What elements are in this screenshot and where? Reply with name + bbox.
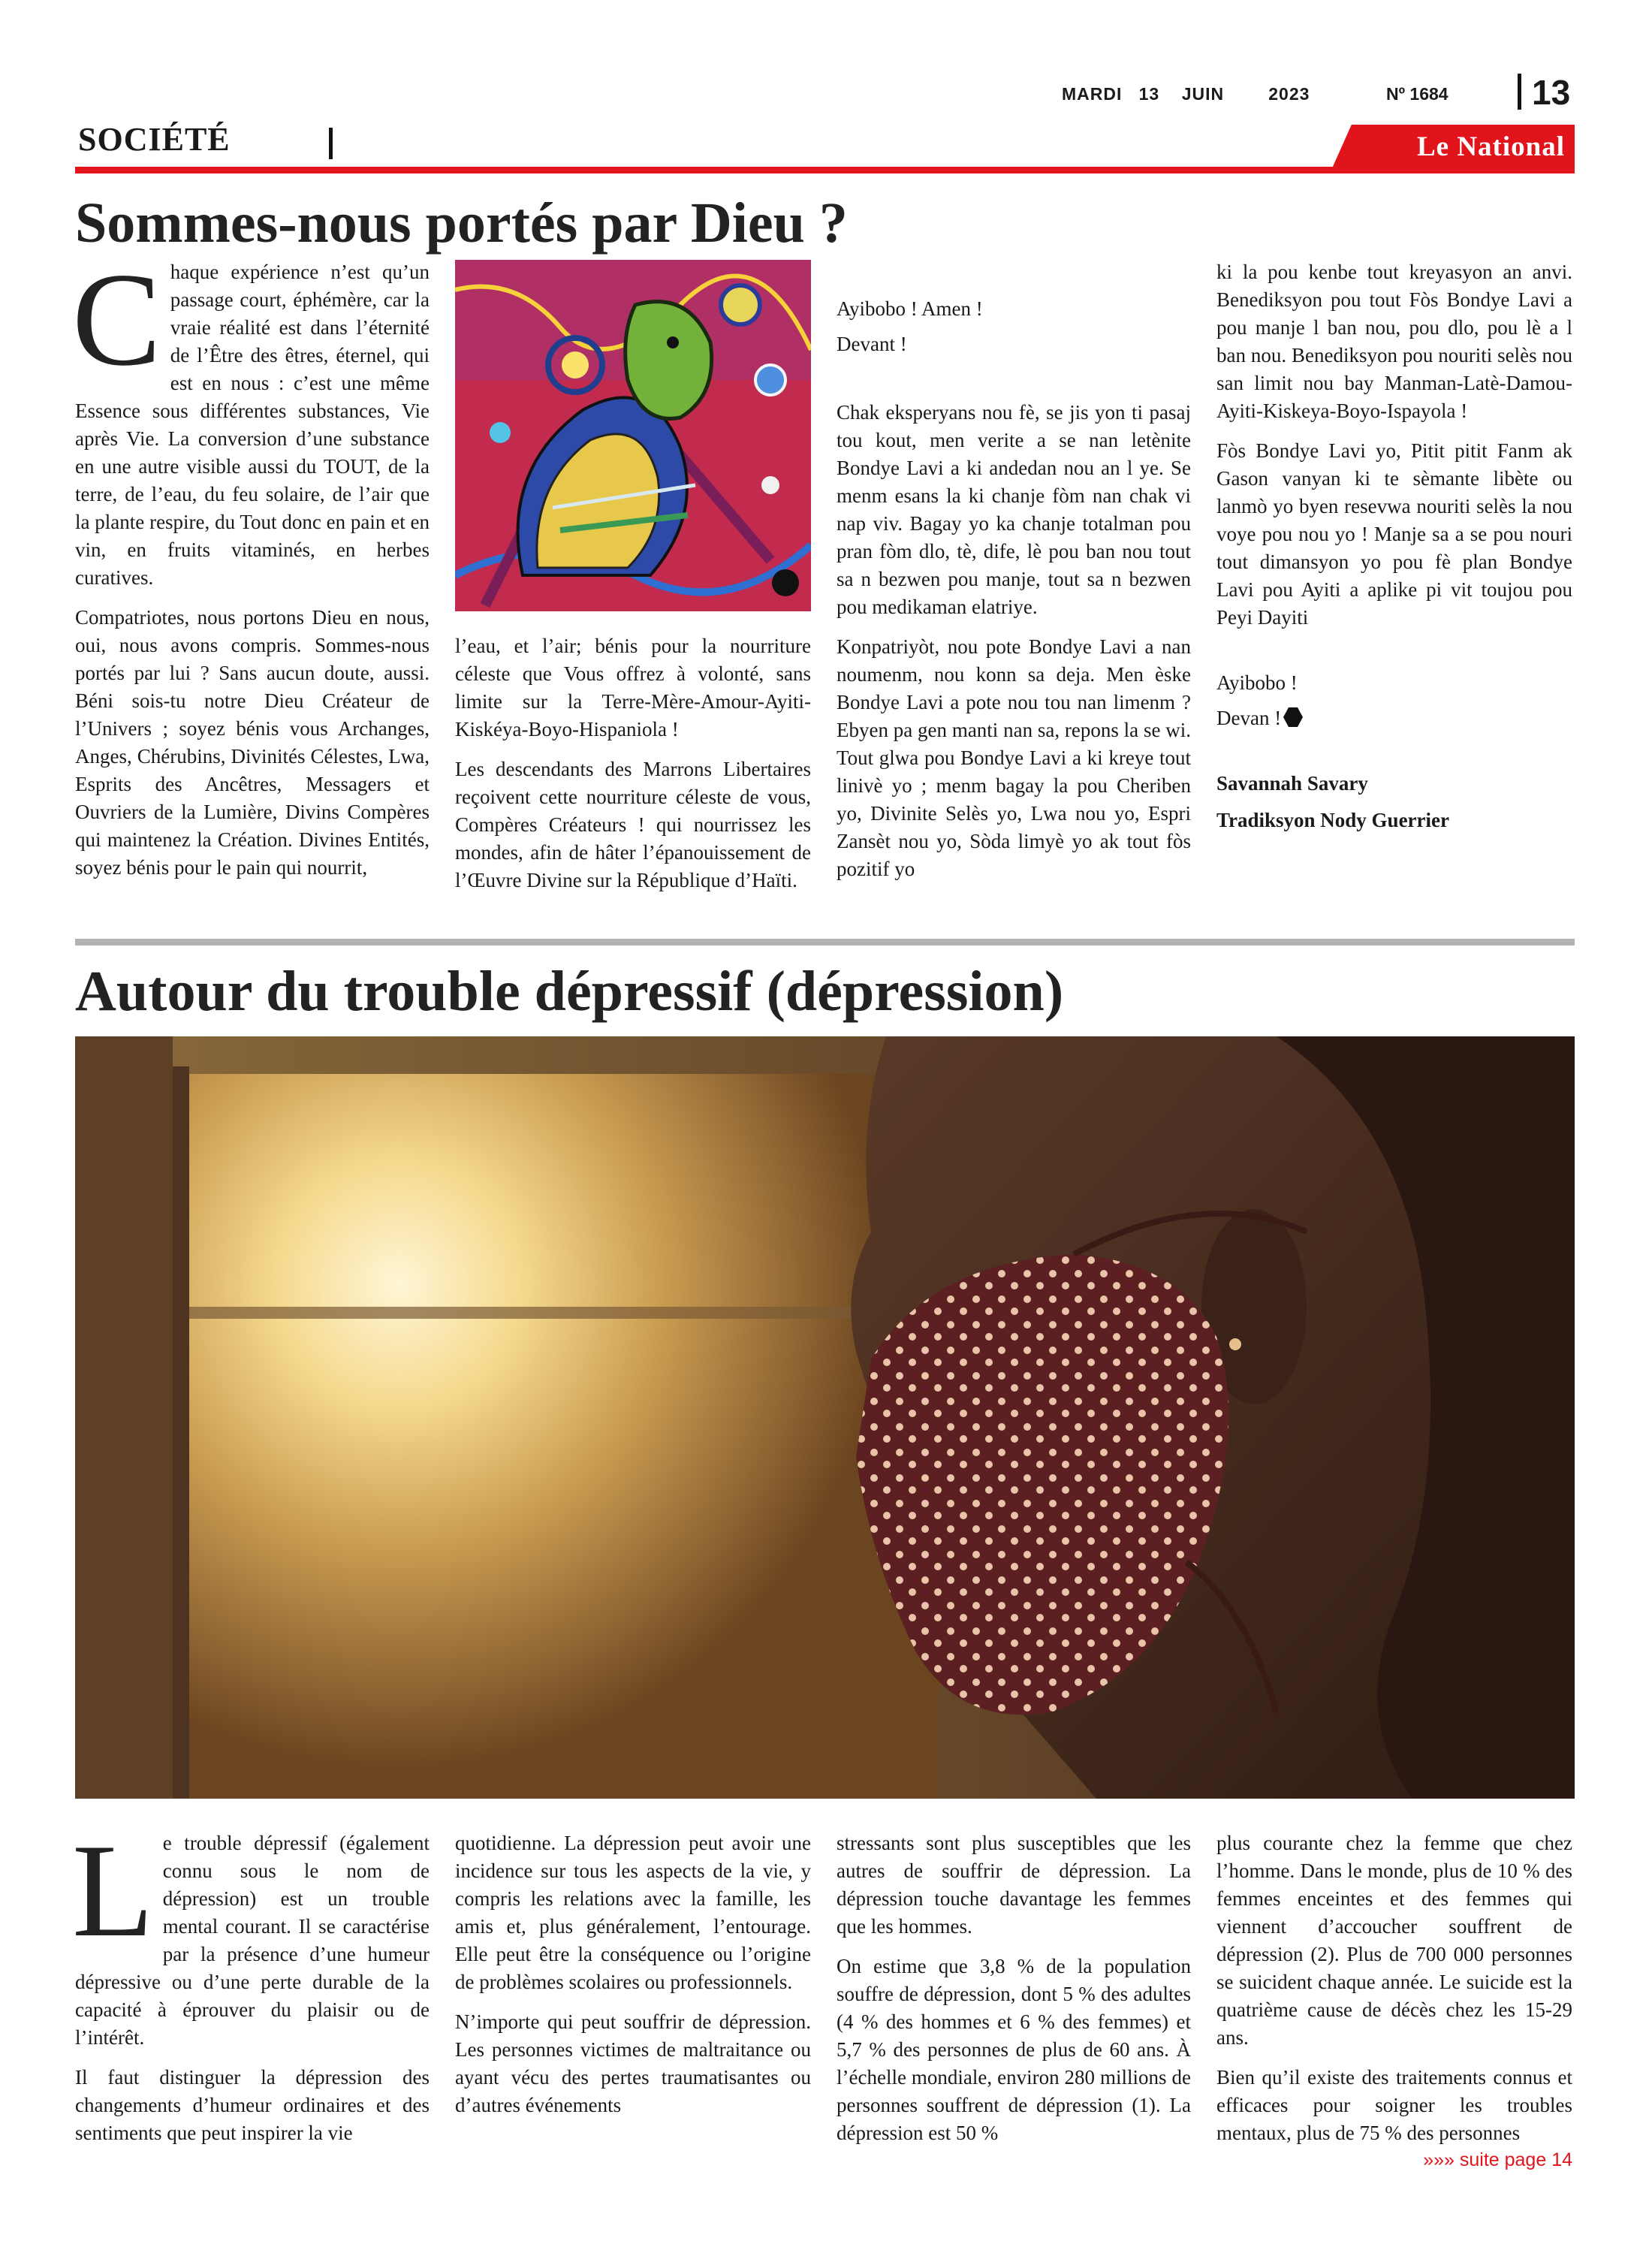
article1-column-3 [837, 295, 1191, 895]
article2-paragraph: quotidienne. La dépression peut avoir une incidence sur tous les aspects de la vie, y compris les relations avec la famille, les amis et, plus généralement, l’entourage. Elle peut être la conséquence ou l’origine de problèmes scolaires ou professionnels. [455, 1832, 811, 1993]
page-number: 13 [1532, 73, 1571, 112]
article1-paragraph: Compatriotes, nous portons Dieu en nous, oui, nous avons compris. Sommes-nous portés par lui ? Sans aucun doute, aussi. Béni sois-tu notre Dieu Créateur de l’Univers ; soyez bénis vous Archanges, Anges, Chérubins, Divinités Célestes, Lwa, Esprits des Ancêtres, Messagers et Ouvriers de la Lumière, Divins Compères qui maintenez la Création. Divines Entités, soyez bénis pour le pain qui nourrit, [75, 606, 430, 879]
date-year: 2023 [1268, 84, 1310, 104]
article2-column-2 [455, 1829, 811, 2131]
continued-on-page-link[interactable]: »»» suite page 14 [1423, 2149, 1572, 2170]
article2-column-3 [837, 1829, 1191, 2159]
article2-paragraph: stressants sont plus susceptibles que les autres de souffrir de dépression. La dépression touche davantage les femmes que les hommes. [837, 1832, 1191, 1938]
article1-paragraph [72, 245, 430, 592]
article2-paragraph [72, 1816, 430, 2052]
dropcap: L [72, 1816, 154, 1965]
article1-paragraph: Konpatriyòt, nou pote Bondye Lavi a nan noumenm, nou konn sa deja. Men èske Bondye Lavi a pote nou tou nan limenm ? Ebyen pa gen manti nan sa, repons la se wi. Tout glwa pou Bondye Lavi a ki kreye tout linivè yo ; menm bagay la pou Cheriben yo, Divinite Selès yo, Lwa nou yo, Espri Zansèt nou yo, Sòda limyè yo ak tout fòs pozitif yo [837, 635, 1191, 880]
dropcap: C [72, 245, 161, 394]
date-day: MARDI [1062, 84, 1123, 104]
article1-paragraph: Chak eksperyans nou fè, se jis yon ti pasaj tou kout, men verite a se nan letènite Bondye Lavi a ki andedan nou an l ye. Se menm esans la ki chanje fòm nan chak vi nap viv. Bagay yo ka chanje totalman pou pran fòm dlo, tè, dife, lè pou ban nou tout sa n bezwen pou manje, tout sa n bezwen pou medikaman elatriye. [837, 401, 1191, 618]
header-rule [75, 167, 1575, 173]
date-month: JUIN [1181, 84, 1225, 104]
issue-number: Nº 1684 [1386, 84, 1449, 104]
hexagon-icon [1283, 707, 1304, 728]
article1-paragraph: Ayibobo ! Amen ! [837, 297, 983, 320]
date-number: 13 [1138, 84, 1160, 104]
article1-paragraph: l’eau, et l’air; bénis pour la nourriture céleste que Vous offrez à volonté, sans limite sur la Terre-Mère-Amour-Ayiti-Kiskéya-Boyo-Hispaniola ! [455, 635, 811, 740]
article2-paragraph: On estime que 3,8 % de la population souffre de dépression, dont 5 % des adultes (4 % des hommes et 6 % des femmes) et 5,7 % des personnes de plus de 60 ans. À l’échelle mondiale, environ 280 millions de personnes souffrent de dépression (1). La dépression est 50 % [837, 1955, 1191, 2144]
section-divider [329, 128, 333, 159]
paragraph-text: haque expérience n’est qu’un passage court, éphémère, car la vraie réalité est dans l’éternité de l’Être des êtres, éternel, qui est en nous : c’est une même Essence sous différentes substances, Vie après Vie. La conversion d’une substance en une autre visible aussi du TOUT, de la terre, de l’eau, du feu solaire, de l’air que la plante respire, du Tout donc en pain et en vin, en fruits vitaminés, en herbes curatives. [75, 261, 430, 589]
article2-paragraph: N’importe qui peut souffrir de dépression. Les personnes victimes de maltraitance ou ayant vécu des pertes traumatisantes ou d’autres événements [455, 2010, 811, 2116]
article1-column-1 [72, 245, 430, 894]
article1-paragraph: Fòs Bondye Lavi yo, Pitit pitit Fanm ak Gason vanyan ki te sèmante libète ou lanmò yo byen resevwa nouriti selès la nou voye pou nou yo ! Manje sa a se pou nouri tout dimansyon yo pou fè plan Bondye Lavi pou Ayiti a aplike pi vit toujou pou Peyi Dayiti [1216, 439, 1572, 629]
brand-logo: Le National [1416, 131, 1565, 162]
article1-title: Sommes-nous portés par Dieu ? [75, 192, 848, 255]
article2-column-4 [1216, 1829, 1572, 2159]
article1-paragraph: ki la pou kenbe tout kreyasyon an anvi. Benediksyon pou tout Fòs Bondye Lavi a pou manje l ban nou, pou dlo, pou lè a l ban nou. Benediksyon pou nouriti selès nou san limit nou bay Manman-Latè-Damou-Ayiti-Kiskeya-Boyo-Ispayola ! [1216, 261, 1572, 422]
article1-paragraph: Les descendants des Marrons Libertaires reçoivent cette nourriture céleste de vous, Compères Créateurs ! qui nourrissez les mondes, afin de hâter l’épanouissement de l’Œuvre Divine sur la République d’Haïti. [455, 758, 811, 891]
article2-column-1 [72, 1816, 430, 2159]
article1-paragraph [1216, 704, 1572, 732]
article-divider [75, 939, 1575, 946]
section-title: SOCIÉTÉ [78, 121, 231, 158]
article1-paragraph: Devant ! [837, 333, 907, 355]
paragraph-text: e trouble dépressif (également connu sous le nom de dépression) est un trouble mental courant. Il se caractérise par la présence d’une humeur dépressive ou d’une perte durable de la capacité à éprouver du plaisir ou de l’intérêt. [75, 1832, 430, 2049]
paragraph-text: Devan ! [1216, 707, 1282, 729]
article1-paragraph: Ayibobo ! [1216, 671, 1298, 694]
painting-image [455, 260, 811, 611]
article1-column-4 [1216, 258, 1572, 846]
article2-paragraph: plus courante chez la femme que chez l’homme. Dans le monde, plus de 10 % des femmes enceintes et des femmes qui viennent d’accoucher souffrent de dépression (2). Plus de 700 000 personnes se suicident chaque année. Le suicide est la quatrième cause de décès chez les 15-29 ans. [1216, 1832, 1572, 2049]
page-number-divider [1518, 74, 1521, 110]
article2-title: Autour du trouble dépressif (dépression) [75, 960, 1064, 1023]
article1-column-2 [455, 632, 811, 906]
translator-name: Tradiksyon Nody Guerrier [1216, 809, 1449, 831]
author-name: Savannah Savary [1216, 772, 1368, 795]
article2-paragraph: Il faut distinguer la dépression des changements d’humeur ordinaires et des sentiments que peut inspirer la vie [75, 2066, 430, 2144]
article2-paragraph: Bien qu’il existe des traitements connus et efficaces pour soigner les troubles mentaux, plus de 75 % des personnes [1216, 2066, 1572, 2144]
masked-person-photo [75, 1036, 1575, 1799]
issue-date [1062, 84, 1310, 104]
